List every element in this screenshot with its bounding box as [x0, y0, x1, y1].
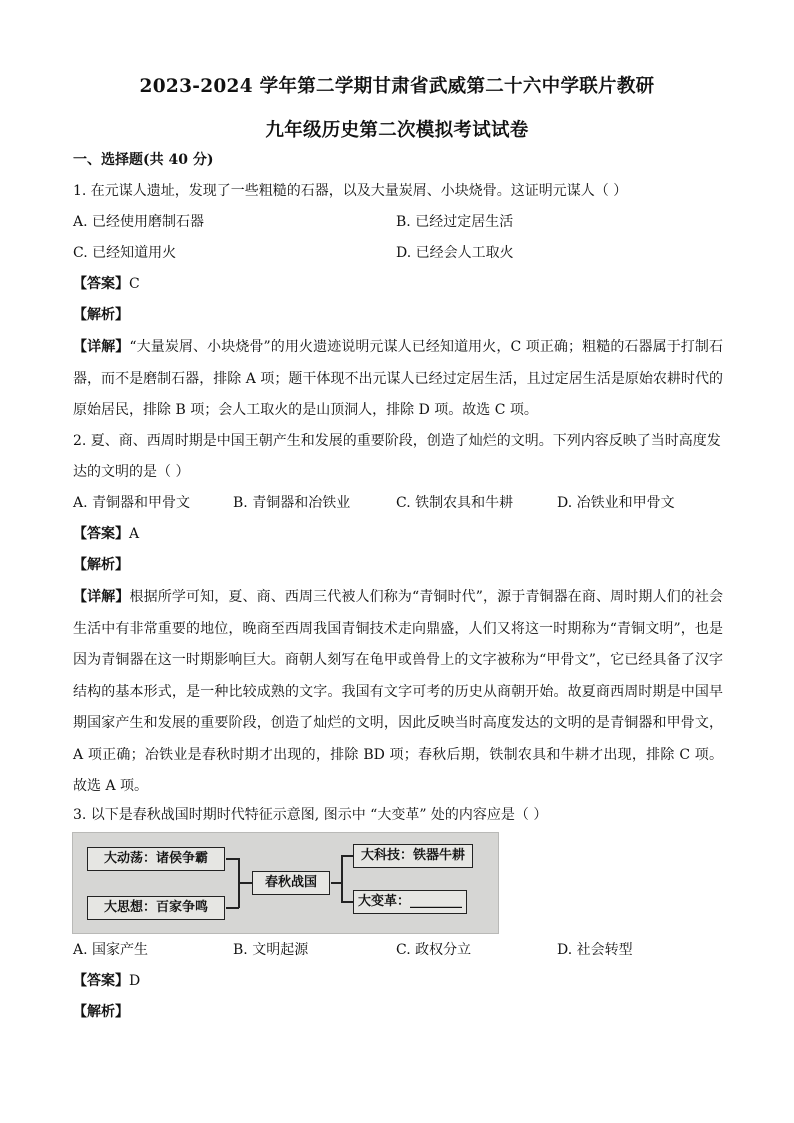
diagram-box-thought: 大思想：百家争鸣 — [87, 896, 225, 920]
q3-option-d: D. 社会转型 — [557, 942, 633, 958]
q1-option-d: D. 已经会人工取火 — [396, 245, 514, 261]
q2-option-b: B. 青铜器和冶铁业 — [233, 495, 351, 511]
q1-option-c: C. 已经知道用火 — [73, 245, 177, 261]
q3-option-c: C. 政权分立 — [396, 942, 472, 958]
q2-option-d: D. 冶铁业和甲骨文 — [557, 495, 675, 511]
q2-stem-line1: 2. 夏、商、西周时期是中国王朝产生和发展的重要阶段，创造了灿烂的文明。下列内容反映了当时高度发 — [73, 433, 721, 449]
answer-label: 【答案】 — [73, 276, 129, 292]
diagram-box-transformation: 大变革：________ — [353, 890, 467, 914]
diagram-connector — [341, 855, 343, 902]
q1-option-b: B. 已经过定居生活 — [396, 214, 514, 230]
era-features-diagram — [72, 832, 499, 934]
q1-answer: C — [129, 276, 140, 292]
diagram-connector — [341, 855, 353, 857]
answer-label: 【答案】 — [73, 973, 129, 989]
exam-title-line2: 九年级历史第二次模拟考试试卷 — [265, 120, 529, 141]
q1-stem: 1. 在元谋人遗址，发现了一些粗糙的石器，以及大量炭屑、小块烧骨。这证明元谋人（ ） — [73, 183, 628, 199]
q1-analysis-label: 【解析】 — [73, 307, 129, 323]
q1-answer-row — [73, 274, 140, 294]
diagram-box-turmoil: 大动荡：诸侯争霸 — [87, 847, 225, 871]
diagram-box-spring-autumn: 春秋战国 — [252, 871, 330, 895]
diagram-box-technology: 大科技：铁器牛耕 — [353, 844, 473, 868]
diagram-connector — [341, 901, 353, 903]
q1-detail-text: “大量炭屑、小块烧骨”的用火遗迹说明元谋人已经知道用火，C 项正确；粗糙的石器属于打制石器，而不是磨制石器，排除 A 项；题干体现不出元谋人已经过定居生活，且过定居生活是原始农耕时代的原始居民，排除 B 项；会人工取火的是山顶洞人，排除 D 项。故选 C 项。 — [73, 339, 724, 418]
q3-answer-row — [73, 971, 140, 991]
q2-detail — [73, 582, 723, 803]
q1-detail — [73, 332, 723, 427]
q2-stem-line2: 达的文明的是（ ） — [73, 464, 190, 480]
q1-option-a: A. 已经使用磨制石器 — [73, 214, 205, 230]
q2-answer: A — [129, 526, 140, 542]
q3-stem: 3. 以下是春秋战国时期时代特征示意图, 图示中 “大变革” 处的内容应是（ ） — [73, 807, 548, 823]
q3-option-a: A. 国家产生 — [73, 942, 149, 958]
q2-answer-row — [73, 524, 139, 544]
q3-answer: D — [129, 973, 141, 989]
exam-title-line1: 2023-2024 学年第二学期甘肃省武威第二十六中学联片教研 — [139, 76, 655, 97]
q3-option-b: B. 文明起源 — [233, 942, 309, 958]
diagram-connector — [331, 882, 341, 884]
detail-label: 【详解】 — [73, 589, 130, 605]
q2-analysis-label: 【解析】 — [73, 557, 129, 573]
q2-detail-text: 根据所学可知，夏、商、西周三代被人们称为“青铜时代”，源于青铜器在商、周时期人们的社会生活中有非常重要的地位，晚商至西周我国青铜技术走向鼎盛，人们又将这一时期称为“青铜文明”，也是因为青铜器在这一时期影响巨大。商朝人刻写在龟甲或兽骨上的文字被称为“甲骨文”，它已经具备了汉字结构的基本形式，是一种比较成熟的文字。我国有文字可考的历史从商朝开始。故夏商西周时期是中国早期国家产生和发展的重要阶段，创造了灿烂的文明，因此反映当时高度发达的文明的是青铜器和甲骨文，A 项正确；冶铁业是春秋时期才出现的，排除 BD 项；春秋后期，铁制农具和牛耕才出现，排除 C 项。故选 A 项。 — [73, 589, 724, 794]
diagram-connector — [238, 882, 252, 884]
q2-option-c: C. 铁制农具和牛耕 — [396, 495, 514, 511]
answer-label: 【答案】 — [73, 526, 129, 542]
detail-label: 【详解】 — [73, 339, 130, 355]
section-heading: 一、选择题(共 40 分) — [73, 152, 214, 168]
q2-option-a: A. 青铜器和甲骨文 — [73, 495, 191, 511]
q3-analysis-label: 【解析】 — [73, 1004, 129, 1020]
